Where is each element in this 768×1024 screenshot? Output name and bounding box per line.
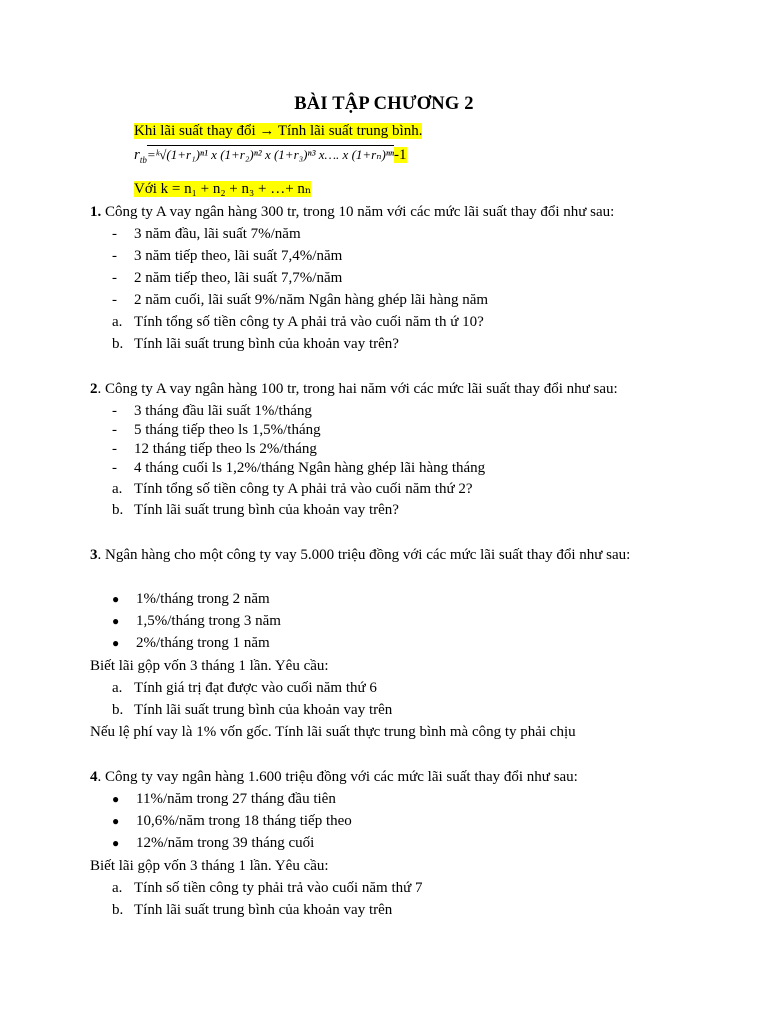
- task-item: b. Tính lãi suất trung bình của khoản vay trên?: [112, 502, 399, 518]
- average-rate-formula: [134, 145, 407, 173]
- question-2-text: . Công ty A vay ngân hàng 100 tr, trong hai năm với các mức lãi suất thay đổi như sau:: [97, 381, 618, 397]
- question-4-text: . Công ty vay ngân hàng 1.600 triệu đồng với các mức lãi suất thay đổi như sau:: [97, 769, 578, 785]
- task-item: b. Tính lãi suất trung bình của khoản vay trên?: [112, 336, 399, 352]
- intro-line: [134, 121, 422, 141]
- question-3-number: 3: [90, 547, 98, 563]
- task-item: a. Tính tổng số tiền công ty A phải trả vào cuối năm thứ 2?: [112, 481, 473, 497]
- list-item: - 3 tháng đầu lãi suất 1%/tháng: [112, 403, 312, 419]
- question-3-text: . Ngân hàng cho một công ty vay 5.000 triệu đồng với các mức lãi suất thay đổi như sau:: [97, 547, 631, 563]
- formula-tail: -1: [394, 147, 407, 163]
- bullet-item: ● 1,5%/tháng trong 3 năm: [112, 613, 281, 629]
- question-3-note: Biết lãi gộp vốn 3 tháng 1 lần. Yêu cầu:: [90, 658, 329, 674]
- formula-lhs-sub: tb: [139, 155, 147, 165]
- task-item: a. Tính tổng số tiền công ty A phải trả vào cuối năm th ứ 10?: [112, 314, 484, 330]
- bullet-item: ● 10,6%/năm trong 18 tháng tiếp theo: [112, 813, 352, 829]
- list-item: - 5 tháng tiếp theo ls 1,5%/tháng: [112, 422, 321, 438]
- list-item: - 3 năm đầu, lãi suất 7%/năm: [112, 226, 301, 242]
- page-title: BÀI TẬP CHƯƠNG 2: [294, 94, 474, 114]
- task-item: a. Tính giá trị đạt được vào cuối năm thứ 6: [112, 680, 377, 696]
- k-definition: Với k = n₁ + n₂ + n₃ + …+ nₙ: [134, 181, 312, 197]
- task-item: b. Tính lãi suất trung bình của khoản vay trên: [112, 702, 393, 718]
- question-2: [90, 379, 618, 399]
- formula-lhs: r: [134, 147, 140, 163]
- question-4: [90, 767, 578, 787]
- question-1-number: 1.: [90, 204, 102, 220]
- list-item: - 2 năm cuối, lãi suất 9%/năm Ngân hàng ghép lãi hàng năm: [112, 292, 489, 308]
- list-item: - 12 tháng tiếp theo ls 2%/tháng: [112, 441, 317, 457]
- question-4-note: Biết lãi gộp vốn 3 tháng 1 lần. Yêu cầu:: [90, 858, 329, 874]
- question-2-number: 2: [90, 381, 98, 397]
- question-1-text: Công ty A vay ngân hàng 300 tr, trong 10 năm với các mức lãi suất thay đổi như sau:: [101, 204, 615, 220]
- list-item: - 4 tháng cuối ls 1,2%/tháng Ngân hàng ghép lãi hàng tháng: [112, 460, 486, 476]
- task-item: a. Tính số tiền công ty phải trả vào cuối năm thứ 7: [112, 880, 423, 896]
- bullet-item: ● 1%/tháng trong 2 năm: [112, 591, 270, 607]
- bullet-item: ● 2%/tháng trong 1 năm: [112, 635, 270, 651]
- question-4-number: 4: [90, 769, 98, 785]
- list-item: - 3 năm tiếp theo, lãi suất 7,4%/năm: [112, 248, 343, 264]
- bullet-item: ● 11%/năm trong 27 tháng đầu tiên: [112, 791, 336, 807]
- bullet-item: ● 12%/năm trong 39 tháng cuối: [112, 835, 315, 851]
- question-3: [90, 544, 680, 566]
- intro-text: Khi lãi suất thay đổi → Tính lãi suất trung bình.: [134, 123, 423, 139]
- formula-body: =ᵏ√(1+r₁)ⁿ¹ x (1+r₂)ⁿ² x (1+r₃)ⁿ³ x…. x (1+rₙ)ⁿⁿ: [146, 147, 395, 162]
- question-3-extra: Nếu lệ phí vay là 1% vốn gốc. Tính lãi suất thực trung bình mà công ty phải chịu: [90, 724, 576, 740]
- list-item: - 2 năm tiếp theo, lãi suất 7,7%/năm: [112, 270, 343, 286]
- question-1: [90, 202, 614, 222]
- k-definition-line: [134, 179, 311, 199]
- task-item: b. Tính lãi suất trung bình của khoản vay trên: [112, 902, 393, 918]
